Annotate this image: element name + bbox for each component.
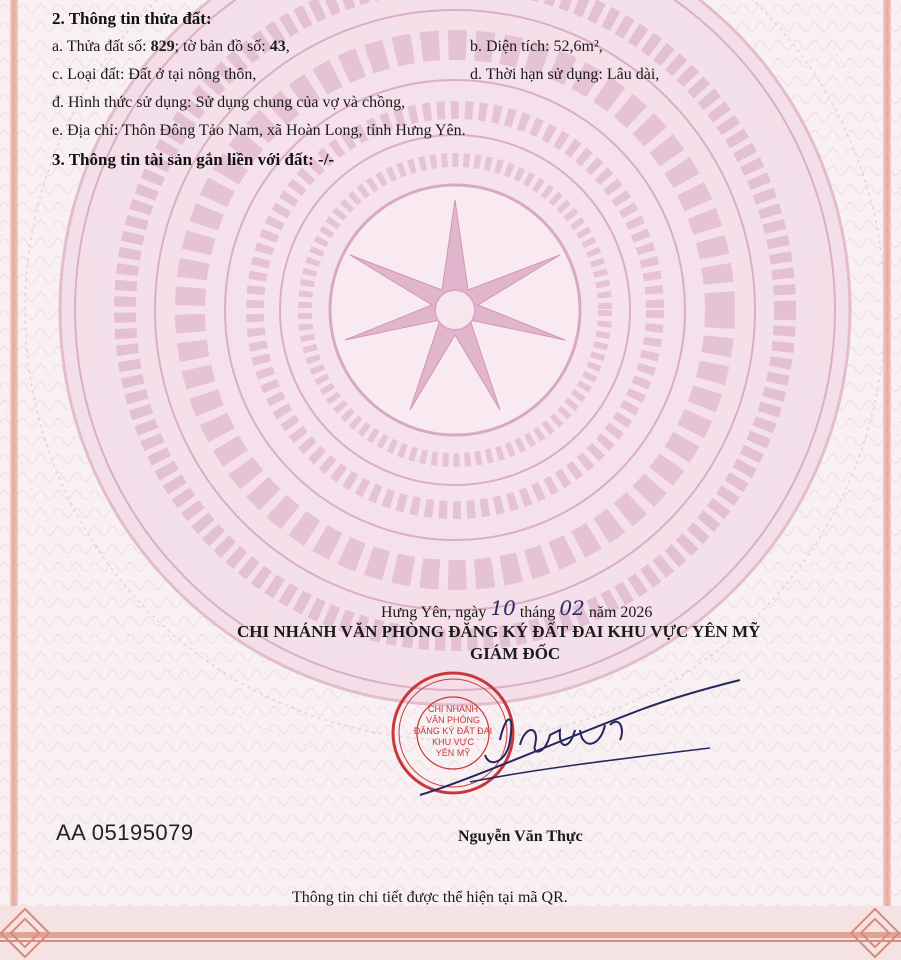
- map-label: ; tờ bản đồ số:: [174, 38, 270, 55]
- place-prefix: Hưng Yên, ngày: [381, 604, 487, 621]
- section-3-heading: 3. Thông tin tài sản gắn liền với đất: -/-: [52, 150, 335, 169]
- left-border: [10, 0, 18, 930]
- address-info: e. Địa chỉ: Thôn Đông Tảo Nam, xã Hoàn Long, tỉnh Hưng Yên.: [52, 122, 466, 139]
- signer-position: GIÁM ĐỐC: [470, 644, 561, 663]
- map-number: 43: [269, 38, 286, 55]
- month-label: tháng: [519, 604, 556, 621]
- right-border: [883, 0, 891, 930]
- parcel-info-a: [52, 38, 290, 56]
- seal-line-5: YÊN MỸ: [435, 748, 471, 758]
- month-handwritten: 02: [559, 596, 585, 620]
- seal-line-2: VĂN PHÒNG: [425, 715, 480, 725]
- area-info: b. Diện tích: 52,6m²,: [470, 38, 603, 55]
- qr-note: Thông tin chi tiết được thể hiện tại mã QR.: [292, 889, 568, 906]
- seal-line-1: CHI NHÁNH: [427, 704, 478, 714]
- land-type-info: c. Loại đất: Đất ở tại nông thôn,: [52, 66, 257, 83]
- parcel-number: 829: [150, 38, 175, 55]
- day-handwritten: 10: [490, 596, 516, 620]
- seal-line-3: ĐĂNG KÝ ĐẤT ĐAI: [413, 726, 493, 736]
- parcel-label: a. Thửa đất số:: [52, 38, 151, 55]
- usage-form-info: đ. Hình thức sử dụng: Sử dụng chung của vợ và chồng,: [52, 94, 406, 111]
- parcel-end: ,: [285, 38, 290, 55]
- section-2-heading: 2. Thông tin thửa đất:: [52, 9, 212, 28]
- signing-date: [381, 598, 652, 622]
- decorative-bottom-border: [0, 906, 901, 960]
- certificate-serial: AA 05195079: [56, 820, 194, 845]
- handwritten-signature: [410, 670, 750, 810]
- usage-term-info: d. Thời hạn sử dụng: Lâu dài,: [470, 66, 660, 83]
- seal-line-4: KHU VỰC: [432, 737, 474, 747]
- issuing-office: CHI NHÁNH VĂN PHÒNG ĐĂNG KÝ ĐẤT ĐAI KHU VỰC YÊN MỸ: [237, 622, 761, 641]
- signer-name: Nguyễn Văn Thực: [458, 828, 583, 845]
- year-label: năm 2026: [588, 604, 653, 621]
